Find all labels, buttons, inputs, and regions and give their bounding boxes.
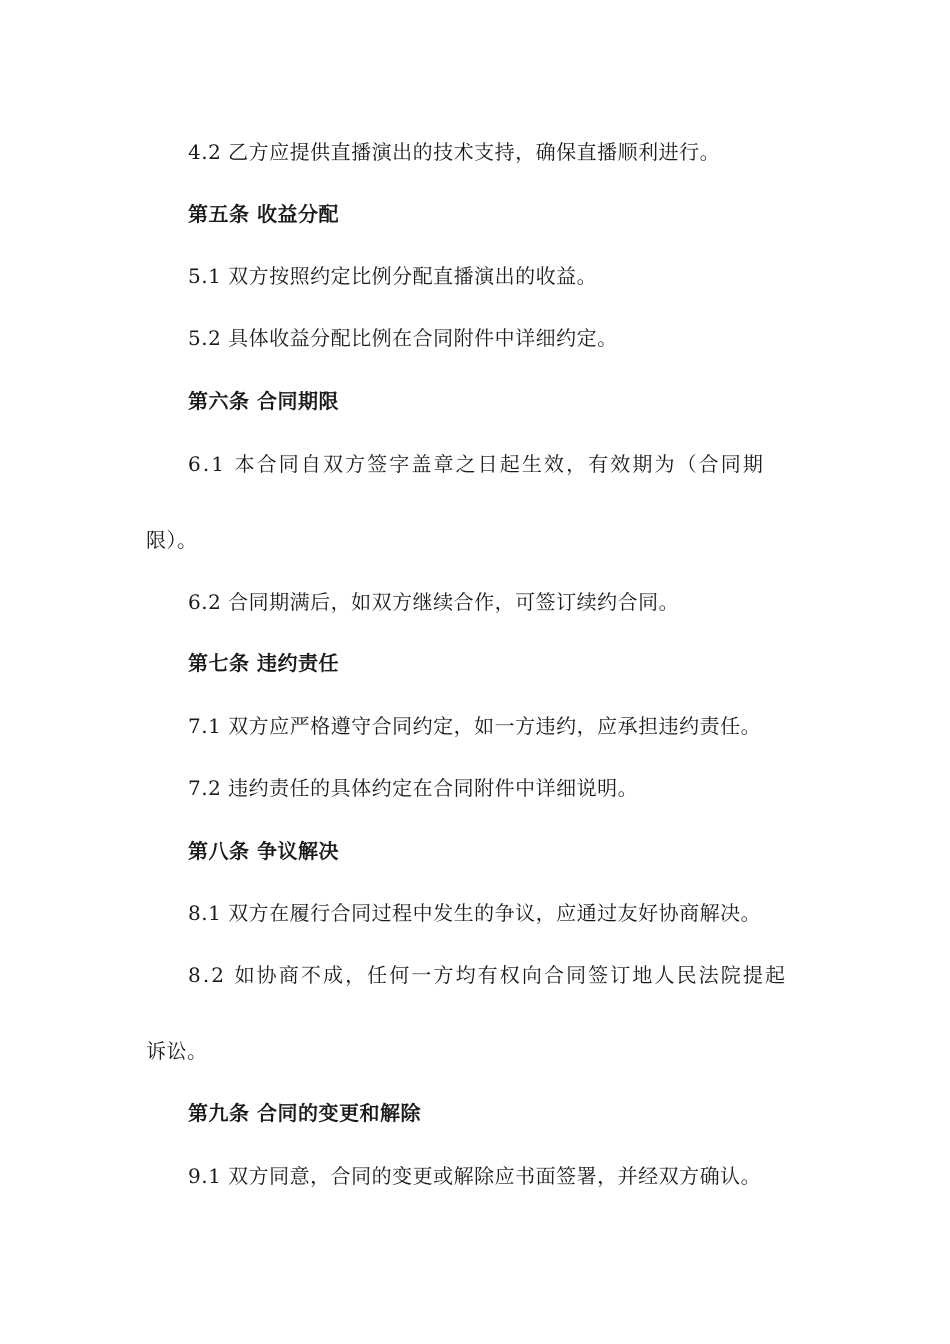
clause-7-1: 7.1 双方应严格遵守合同约定，如一方违约，应承担违约责任。 xyxy=(188,714,762,738)
clause-8-1: 8.1 双方在履行合同过程中发生的争议，应通过友好协商解决。 xyxy=(188,901,762,925)
clause-8-2-continued: 诉讼。 xyxy=(146,1039,208,1063)
clause-6-1-continued: 限）。 xyxy=(146,528,198,552)
clause-4-2: 4.2 乙方应提供直播演出的技术支持，确保直播顺利进行。 xyxy=(188,140,721,164)
article-7-heading: 第七条 违约责任 xyxy=(188,651,339,675)
clause-5-1: 5.1 双方按照约定比例分配直播演出的收益。 xyxy=(188,264,598,288)
clause-5-2: 5.2 具体收益分配比例在合同附件中详细约定。 xyxy=(188,326,618,350)
article-5-heading: 第五条 收益分配 xyxy=(188,202,339,226)
article-8-heading: 第八条 争议解决 xyxy=(188,839,339,863)
article-9-heading: 第九条 合同的变更和解除 xyxy=(188,1101,421,1125)
clause-9-1: 9.1 双方同意，合同的变更或解除应书面签署，并经双方确认。 xyxy=(188,1164,762,1188)
clause-8-2: 8.2 如协商不成，任何一方均有权向合同签订地人民法院提起 xyxy=(188,963,788,987)
article-6-heading: 第六条 合同期限 xyxy=(188,389,339,413)
clause-7-2: 7.2 违约责任的具体约定在合同附件中详细说明。 xyxy=(188,776,639,800)
clause-6-2: 6.2 合同期满后，如双方继续合作，可签订续约合同。 xyxy=(188,590,680,614)
clause-6-1: 6.1 本合同自双方签字盖章之日起生效，有效期为（合同期 xyxy=(188,452,765,476)
